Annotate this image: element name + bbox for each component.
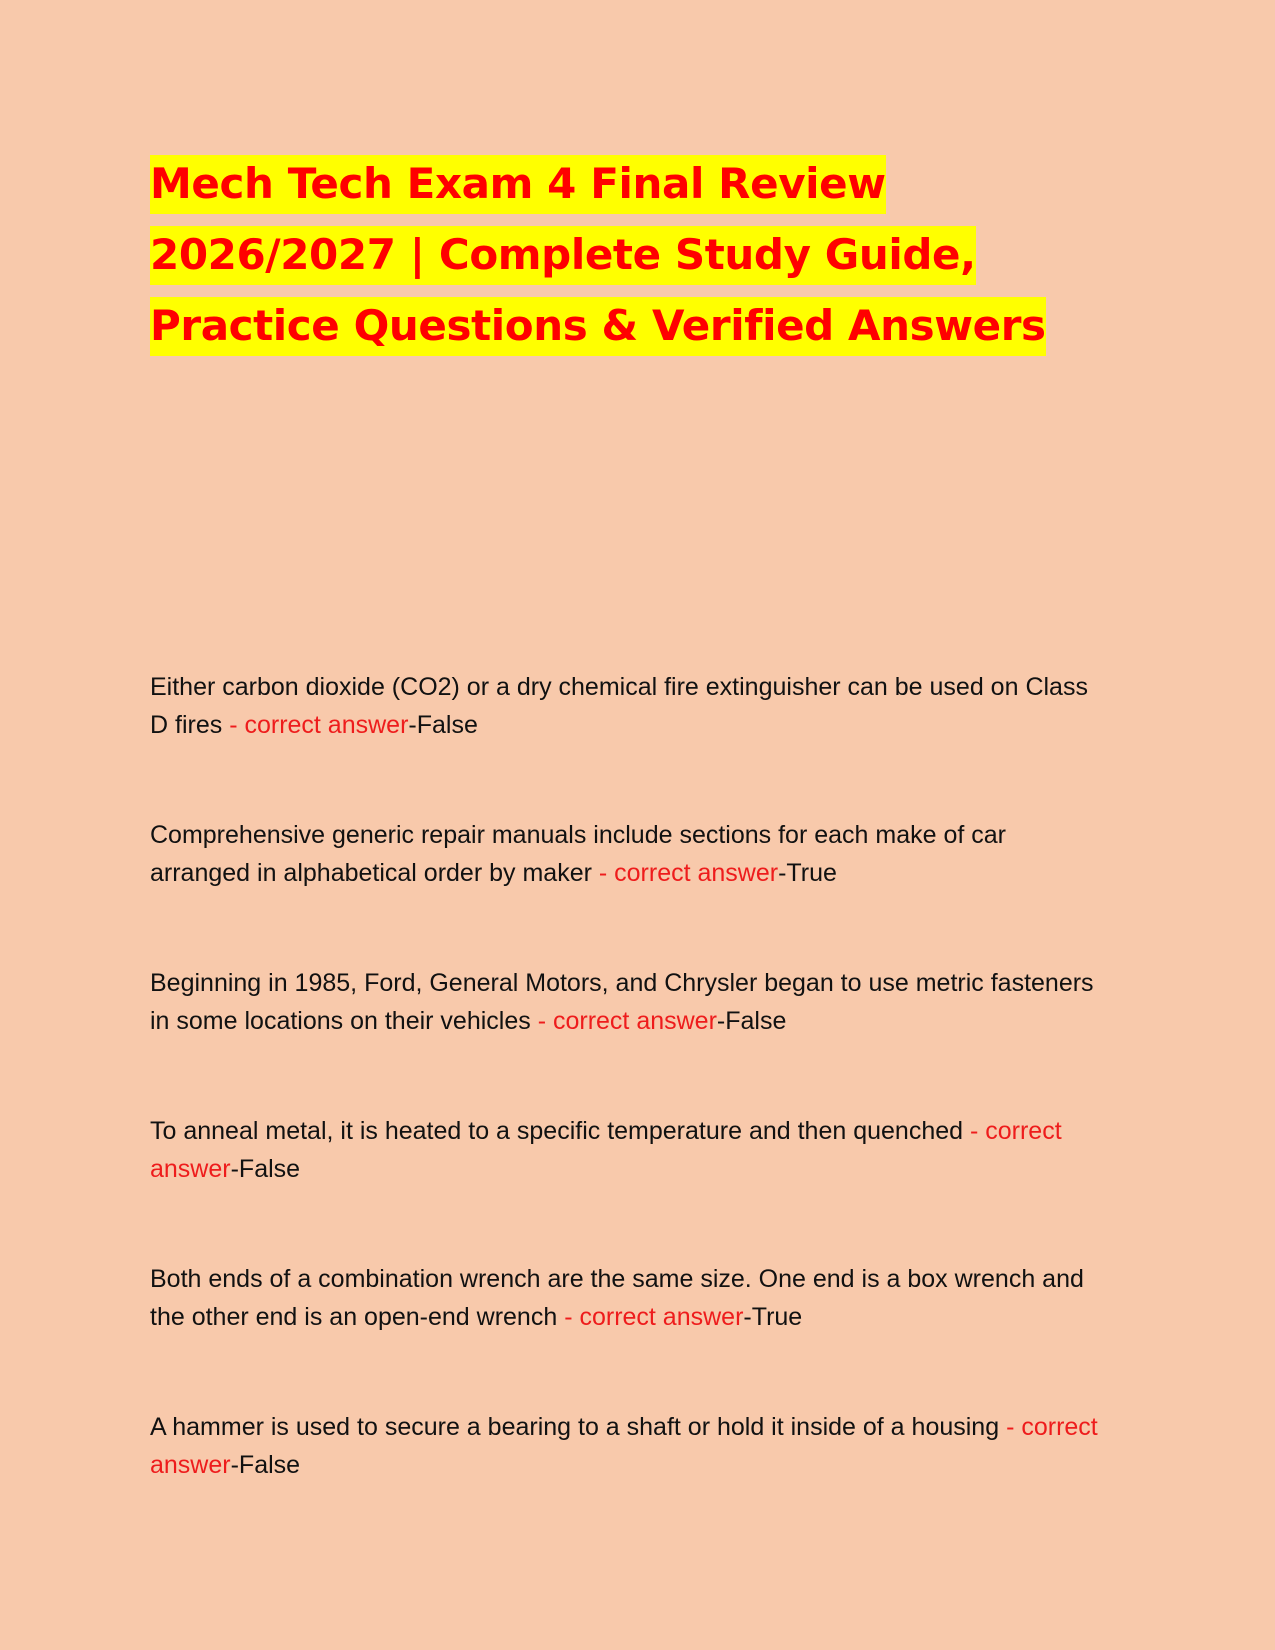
- answer-value: -False: [716, 1007, 787, 1035]
- answer-marker: - correct answer: [150, 1413, 1098, 1479]
- question-item: [150, 1408, 1110, 1484]
- question-item: [150, 1112, 1110, 1188]
- question-text: Comprehensive generic repair manuals include sections for each make of car arranged in alphabetical order by maker: [150, 821, 1006, 887]
- question-text: A hammer is used to secure a bearing to a shaft or hold it inside of a housing: [150, 1413, 1000, 1441]
- question-list: [150, 668, 1110, 1556]
- answer-marker: - correct answer: [564, 1303, 744, 1331]
- question-item: [150, 668, 1110, 744]
- answer-value: -False: [408, 711, 478, 739]
- question-text: Either carbon dioxide (CO2) or a dry chemical fire extinguisher can be used on Class D fires: [150, 673, 1088, 739]
- question-item: [150, 964, 1110, 1040]
- answer-marker: - correct answer: [537, 1007, 717, 1035]
- question-item: [150, 816, 1110, 892]
- question-text: Beginning in 1985, Ford, General Motors, and Chrysler began to use metric fasteners in some locations on their vehicles: [150, 969, 1094, 1035]
- answer-value: -False: [230, 1451, 301, 1479]
- document-title-text: Mech Tech Exam 4 Final Review 2026/2027 | Complete Study Guide, Practice Questions & Verified Answers: [150, 155, 1046, 356]
- answer-value: -True: [778, 859, 837, 887]
- answer-marker: - correct answer: [598, 859, 779, 887]
- document-title: [150, 148, 1130, 361]
- answer-value: -True: [743, 1303, 803, 1331]
- question-text: Both ends of a combination wrench are the same size. One end is a box wrench and the other end is an open-end wrench: [150, 1265, 1084, 1331]
- answer-marker: - correct answer: [229, 711, 409, 739]
- question-item: [150, 1260, 1110, 1336]
- question-text: To anneal metal, it is heated to a specific temperature and then quenched: [150, 1117, 964, 1145]
- answer-marker: - correct answer: [150, 1117, 1062, 1183]
- answer-value: -False: [230, 1155, 301, 1183]
